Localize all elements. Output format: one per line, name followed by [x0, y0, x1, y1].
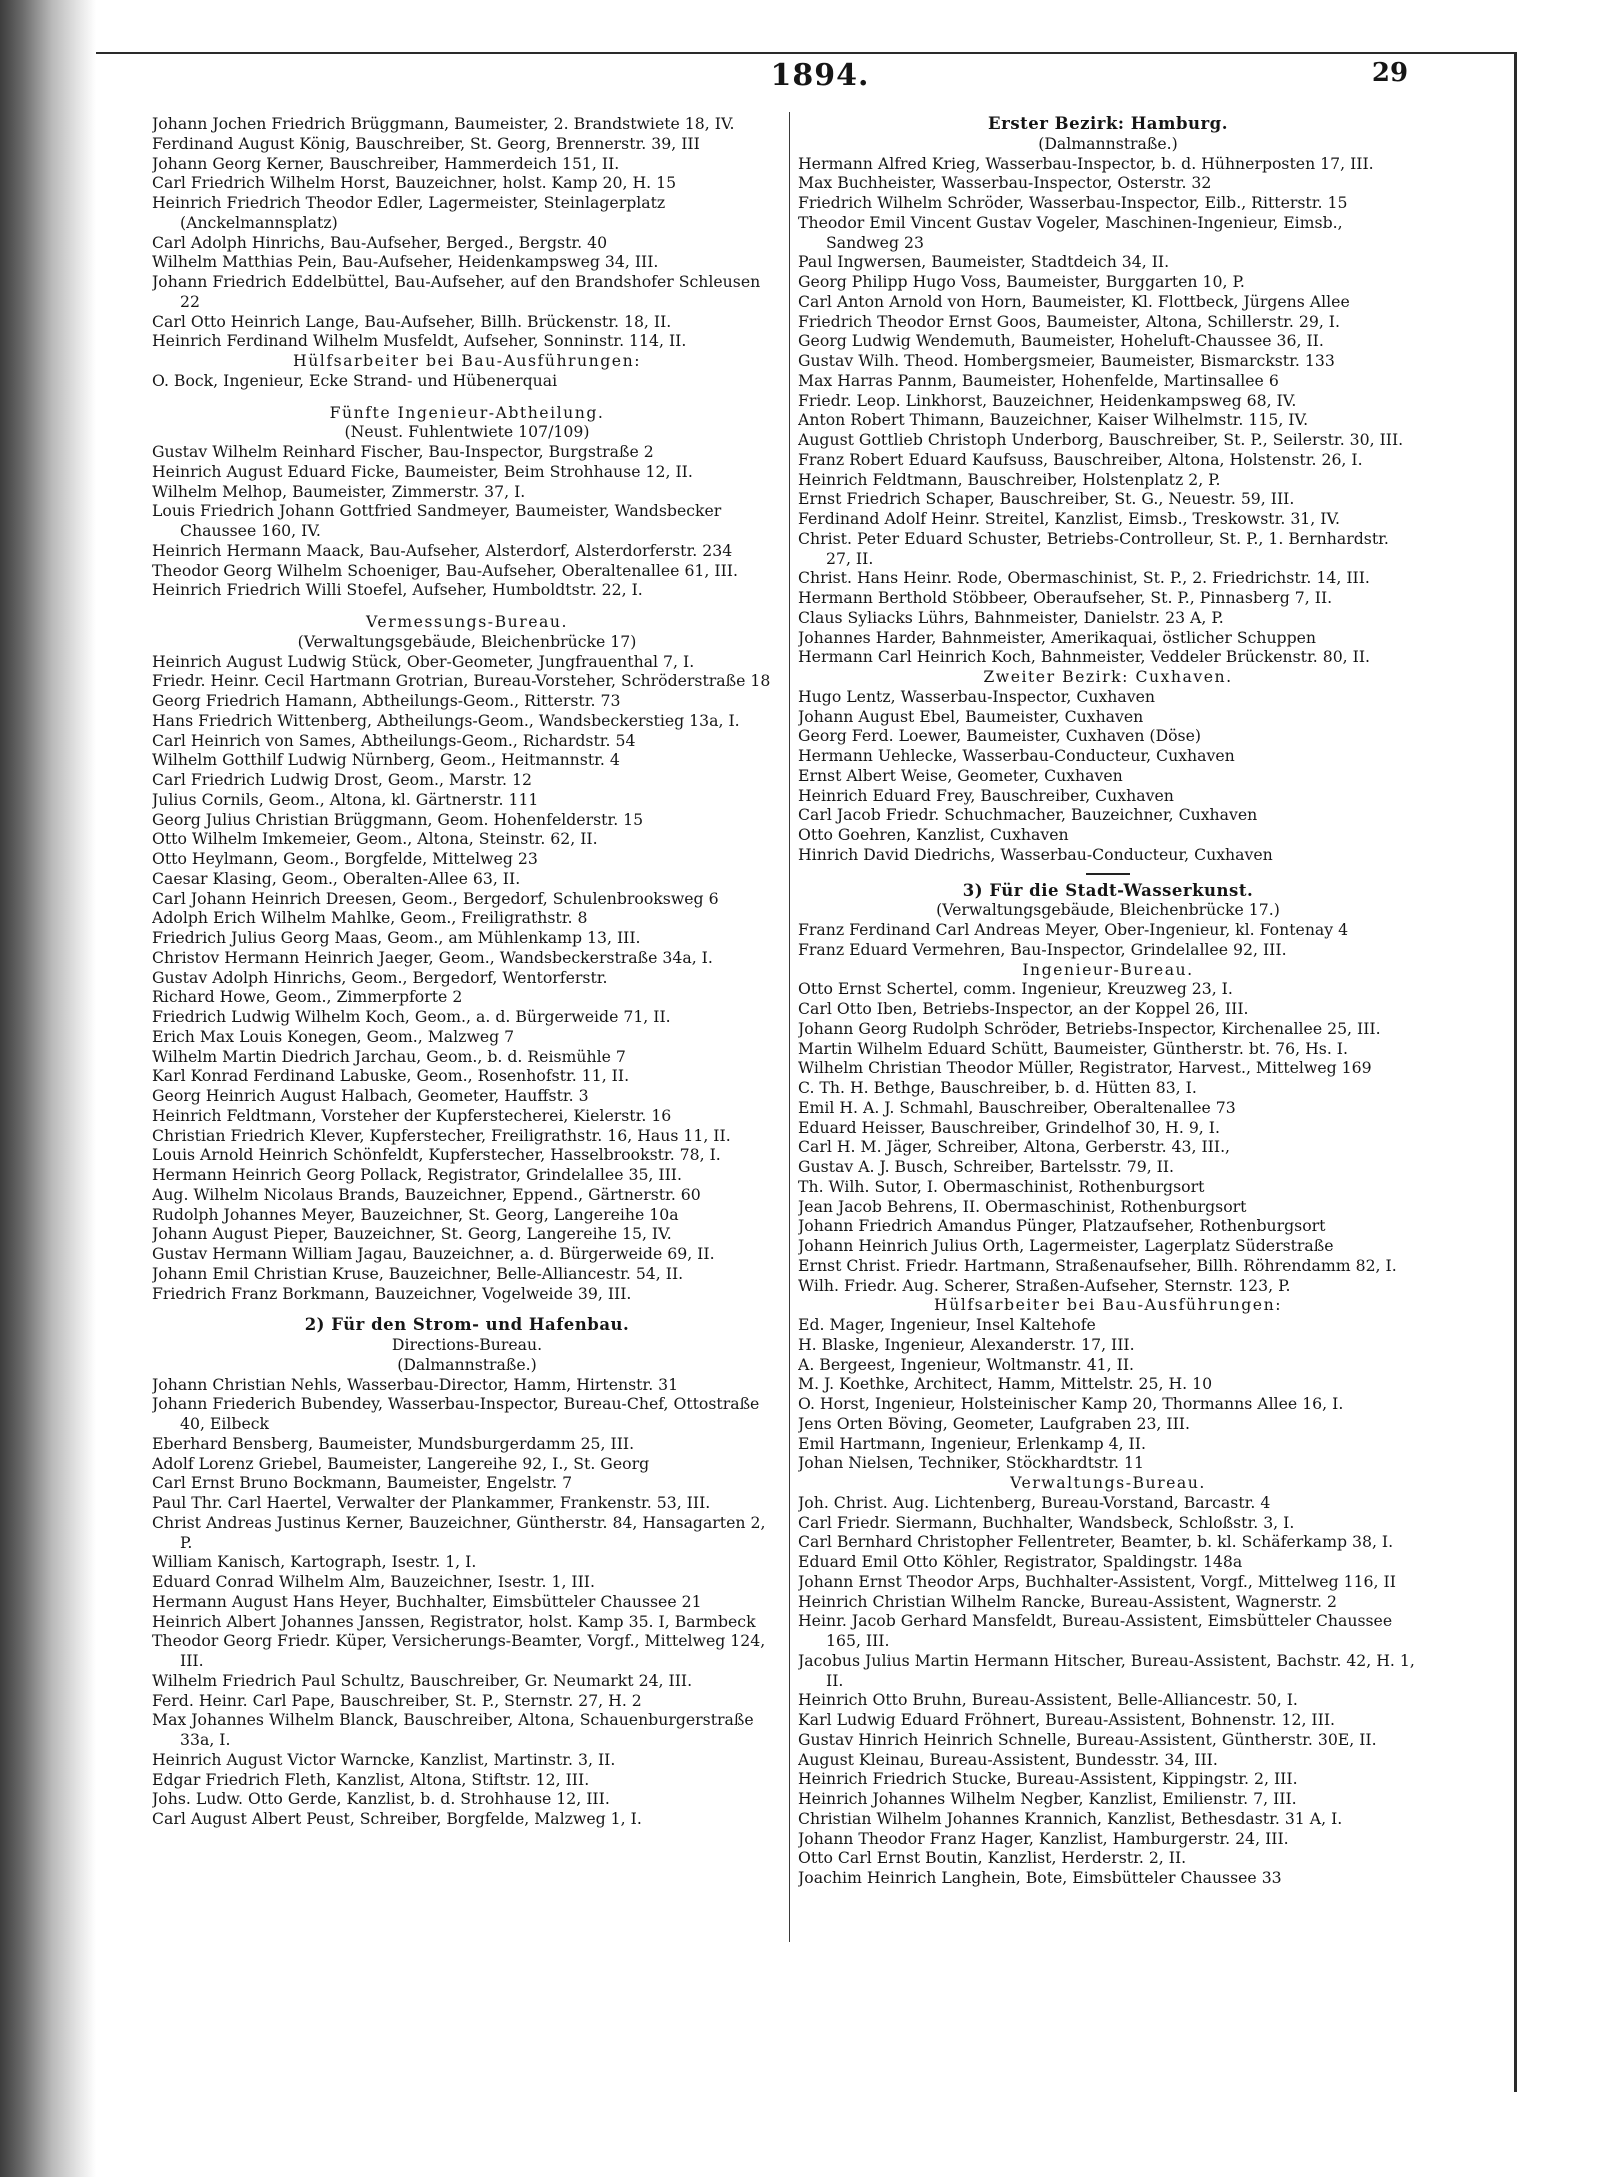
directory-entry: Johann Jochen Friedrich Brüggmann, Baumeister, 2. Brandstwiete 18, IV.: [152, 114, 735, 133]
directory-entry: Rudolph Johannes Meyer, Bauzeichner, St. Georg, Langereihe 10a: [152, 1204, 679, 1224]
section-heading: Hülfsarbeiter bei Bau-Ausführungen:: [293, 351, 641, 370]
directory-entry: Wilh. Friedr. Aug. Scherer, Straßen-Aufseher, Sternstr. 123, P.: [798, 1275, 1291, 1295]
directory-entry: Wilhelm Friedrich Paul Schultz, Bauschreiber, Gr. Neumarkt 24, III.: [152, 1670, 693, 1690]
directory-entry: Carl Johann Heinrich Dreesen, Geom., Bergedorf, Schulenbrooksweg 6: [152, 888, 719, 908]
directory-entry: M. J. Koethke, Architect, Hamm, Mittelstr. 25, H. 10: [798, 1374, 1213, 1394]
directory-entry: Carl Ernst Bruno Bockmann, Baumeister, Engelstr. 7: [152, 1473, 573, 1493]
directory-entry: Hermann Uehlecke, Wasserbau-Conducteur, Cuxhaven: [798, 746, 1235, 765]
directory-entry: Johann Emil Christian Kruse, Bauzeichner, Belle-Alliancestr. 54, II.: [152, 1263, 684, 1283]
directory-entry: Max Johannes Wilhelm Blanck, Bauschreiber, Altona, Schauenburgerstraße 33a, I.: [152, 1710, 754, 1749]
page-border-right: [1514, 52, 1517, 2092]
directory-entry: Friedrich Theodor Ernst Goos, Baumeister, Altona, Schillerstr. 29, I.: [798, 311, 1340, 331]
directory-entry: Franz Eduard Vermehren, Bau-Inspector, Grindelallee 92, III.: [798, 939, 1287, 959]
directory-entry: Julius Cornils, Geom., Altona, kl. Gärtnerstr. 111: [152, 789, 539, 809]
directory-entry: Johann Georg Rudolph Schröder, Betriebs-Inspector, Kirchenallee 25, III.: [798, 1018, 1381, 1038]
directory-entry: Heinrich Hermann Maack, Bau-Aufseher, Alsterdorf, Alsterdorferstr. 234: [152, 540, 733, 560]
directory-entry: Christov Hermann Heinrich Jaeger, Geom., Wandsbeckerstraße 34a, I.: [152, 947, 713, 967]
section-heading: Fünfte Ingenieur-Abtheilung.: [329, 402, 605, 422]
directory-entry: Carl Bernhard Christopher Fellentreter, Beamter, b. kl. Schäferkamp 38, I.: [798, 1532, 1394, 1552]
directory-entry: Georg Heinrich August Halbach, Geometer, Hauffstr. 3: [152, 1086, 589, 1105]
directory-entry: Carl Otto Heinrich Lange, Bau-Aufseher, Billh. Brückenstr. 18, II.: [152, 311, 672, 331]
directory-entry: Johannes Harder, Bahnmeister, Amerikaquai, östlicher Schuppen: [798, 627, 1317, 647]
directory-entry: Max Buchheister, Wasserbau-Inspector, Osterstr. 32: [798, 173, 1212, 193]
directory-entry: Eduard Emil Otto Köhler, Registrator, Spaldingstr. 148a: [798, 1552, 1243, 1571]
directory-entry: Eduard Heisser, Bauschreiber, Grindelhof 30, H. 9, I.: [798, 1117, 1220, 1137]
section-subheading: (Dalmannstraße.): [1038, 133, 1178, 153]
directory-entry: Johan Nielsen, Techniker, Stöckhardtstr. 11: [798, 1453, 1144, 1473]
directory-entry: Erich Max Louis Konegen, Geom., Malzweg 7: [152, 1026, 515, 1046]
directory-entry: Heinr. Jacob Gerhard Mansfeldt, Bureau-Assistent, Eimsbütteler Chaussee 165, III.: [798, 1611, 1393, 1650]
directory-entry: August Gottlieb Christoph Underborg, Bauschreiber, St. P., Seilerstr. 30, III.: [798, 430, 1404, 449]
directory-entry: Adolf Lorenz Griebel, Baumeister, Langereihe 92, I., St. Georg: [152, 1453, 650, 1473]
directory-entry: Heinrich Friedrich Theodor Edler, Lagermeister, Steinlagerplatz (Anckelmannsplatz): [152, 193, 666, 232]
directory-entry: Hermann August Hans Heyer, Buchhalter, Eimsbütteler Chaussee 21: [152, 1591, 702, 1611]
column-divider: [789, 112, 790, 1942]
directory-entry: Richard Howe, Geom., Zimmerpforte 2: [152, 987, 463, 1007]
directory-entry: Eberhard Bensberg, Baumeister, Mundsburgerdamm 25, III.: [152, 1433, 635, 1453]
directory-entry: Gustav Hinrich Heinrich Schnelle, Bureau-Assistent, Güntherstr. 30E, II.: [798, 1729, 1377, 1749]
directory-entry: C. Th. H. Bethge, Bauschreiber, b. d. Hütten 83, I.: [798, 1078, 1197, 1097]
directory-entry: Emil Hartmann, Ingenieur, Erlenkamp 4, II.: [798, 1433, 1146, 1453]
directory-entry: Eduard Conrad Wilhelm Alm, Bauzeichner, Isestr. 1, III.: [152, 1572, 595, 1591]
directory-entry: Heinrich Ferdinand Wilhelm Musfeldt, Aufseher, Sonninstr. 114, II.: [152, 331, 687, 351]
section-heading: Hülfsarbeiter bei Bau-Ausführungen:: [934, 1295, 1282, 1315]
directory-entry: Heinrich Friedrich Willi Stoefel, Aufseher, Humboldtstr. 22, I.: [152, 580, 643, 600]
directory-entry: Johann Friedrich Eddelbüttel, Bau-Aufseher, auf den Brandshofer Schleusen 22: [152, 272, 761, 311]
directory-entry: Otto Wilhelm Imkemeier, Geom., Altona, Steinstr. 62, II.: [152, 829, 598, 849]
directory-entry: O. Horst, Ingenieur, Holsteinischer Kamp 20, Thormanns Allee 16, I.: [798, 1394, 1344, 1413]
directory-entry: Friedrich Julius Georg Maas, Geom., am Mühlenkamp 13, III.: [152, 928, 641, 947]
directory-entry: Paul Thr. Carl Haertel, Verwalter der Plankammer, Frankenstr. 53, III.: [152, 1493, 711, 1512]
directory-entry: Christ. Peter Eduard Schuster, Betriebs-Controlleur, St. P., 1. Bernhardstr. 27, II.: [798, 528, 1389, 568]
directory-entry: Hermann Alfred Krieg, Wasserbau-Inspector, b. d. Hühnerposten 17, III.: [798, 153, 1374, 173]
section-heading: Ingenieur-Bureau.: [1022, 959, 1194, 979]
right-column: [798, 114, 1418, 1888]
directory-entry: Hermann Berthold Stöbbeer, Oberaufseher, St. P., Pinnasberg 7, II.: [798, 588, 1333, 607]
directory-entry: Heinrich Feldtmann, Vorsteher der Kupferstecherei, Kielerstr. 16: [152, 1105, 672, 1125]
directory-entry: Aug. Wilhelm Nicolaus Brands, Bauzeichner, Eppend., Gärtnerstr. 60: [152, 1184, 701, 1204]
directory-entry: A. Bergeest, Ingenieur, Woltmanstr. 41, II.: [798, 1354, 1135, 1374]
directory-entry: Carl Otto Iben, Betriebs-Inspector, an der Koppel 26, III.: [798, 999, 1249, 1018]
directory-entry: Johann Theodor Franz Hager, Kanzlist, Hamburgerstr. 24, III.: [798, 1828, 1289, 1848]
directory-entry: Georg Friedrich Hamann, Abtheilungs-Geom., Ritterstr. 73: [152, 691, 621, 710]
directory-entry: Georg Julius Christian Brüggmann, Geom. Hohenfelderstr. 15: [152, 809, 644, 829]
directory-entry: Carl H. M. Jäger, Schreiber, Altona, Gerberstr. 43, III.,: [798, 1137, 1231, 1157]
directory-entry: Joh. Christ. Aug. Lichtenberg, Bureau-Vorstand, Barcastr. 4: [798, 1492, 1271, 1512]
section-heading: Verwaltungs-Bureau.: [1010, 1473, 1206, 1492]
directory-entry: Wilhelm Melhop, Baumeister, Zimmerstr. 37, I.: [152, 481, 526, 501]
section-subheading: (Verwaltungsgebäude, Bleichenbrücke 17): [297, 631, 637, 651]
directory-entry: Anton Robert Thimann, Bauzeichner, Kaiser Wilhelmstr. 115, IV.: [798, 410, 1309, 430]
directory-entry: Theodor Georg Wilhelm Schoeniger, Bau-Aufseher, Oberaltenallee 61, III.: [152, 560, 738, 580]
directory-entry: Gustav Wilh. Theod. Hombergsmeier, Baumeister, Bismarckstr. 133: [798, 351, 1335, 370]
directory-entry: Gustav Hermann William Jagau, Bauzeichner, a. d. Bürgerweide 69, II.: [152, 1244, 715, 1263]
directory-entry: Friedrich Franz Borkmann, Bauzeichner, Vogelweide 39, III.: [152, 1283, 632, 1303]
directory-entry: Georg Ferd. Loewer, Baumeister, Cuxhaven (Döse): [798, 726, 1202, 746]
section-heading: Vermessungs-Bureau.: [366, 612, 568, 631]
directory-entry: Paul Ingwersen, Baumeister, Stadtdeich 34, II.: [798, 252, 1170, 272]
directory-entry: H. Blaske, Ingenieur, Alexanderstr. 17, III.: [798, 1334, 1135, 1354]
directory-entry: Claus Syliacks Lührs, Bahnmeister, Danielstr. 23 A, P.: [798, 607, 1224, 627]
directory-entry: Hans Friedrich Wittenberg, Abtheilungs-Geom., Wandsbeckerstieg 13a, I.: [152, 710, 740, 730]
directory-entry: Wilhelm Martin Diedrich Jarchau, Geom., b. d. Reismühle 7: [152, 1046, 626, 1066]
directory-entry: Carl Anton Arnold von Horn, Baumeister, Kl. Flottbeck, Jürgens Allee: [798, 291, 1350, 311]
directory-entry: Ernst Albert Weise, Geometer, Cuxhaven: [798, 765, 1123, 785]
directory-entry: Otto Ernst Schertel, comm. Ingenieur, Kreuzweg 23, I.: [798, 979, 1233, 999]
directory-entry: Louis Friedrich Johann Gottfried Sandmeyer, Baumeister, Wandsbecker Chaussee 160, IV.: [152, 501, 722, 540]
directory-entry: Friedrich Wilhelm Schröder, Wasserbau-Inspector, Eilb., Ritterstr. 15: [798, 193, 1348, 212]
directory-entry: Joachim Heinrich Langhein, Bote, Eimsbütteler Chaussee 33: [798, 1868, 1282, 1887]
directory-entry: Franz Robert Eduard Kaufsuss, Bauschreiber, Altona, Holstenstr. 26, I.: [798, 449, 1363, 469]
directory-entry: August Kleinau, Bureau-Assistent, Bundesstr. 34, III.: [798, 1749, 1218, 1769]
directory-entry: Jean Jacob Behrens, II. Obermaschinist, Rothenburgsort: [798, 1196, 1247, 1216]
section-gap: [152, 600, 782, 612]
directory-entry: Heinrich Albert Johannes Janssen, Registrator, holst. Kamp 35. I, Barmbeck: [152, 1611, 756, 1631]
directory-entry: Johann Georg Kerner, Bauschreiber, Hammerdeich 151, II.: [152, 153, 620, 173]
directory-entry: Ferd. Heinr. Carl Pape, Bauschreiber, St. P., Sternstr. 27, H. 2: [152, 1690, 642, 1710]
directory-entry: Georg Ludwig Wendemuth, Baumeister, Hoheluft-Chaussee 36, II.: [798, 331, 1324, 351]
directory-entry: Heinrich Otto Bruhn, Bureau-Assistent, Belle-Alliancestr. 50, I.: [798, 1690, 1298, 1710]
directory-entry: Heinrich Friedrich Stucke, Bureau-Assistent, Kippingstr. 2, III.: [798, 1769, 1298, 1789]
directory-entry: Ferdinand August König, Bauschreiber, St. Georg, Brennerstr. 39, III: [152, 133, 700, 153]
directory-entry: Johann Friedrich Amandus Pünger, Platzaufseher, Rothenburgsort: [798, 1216, 1326, 1236]
directory-entry: Heinrich Johannes Wilhelm Negber, Kanzlist, Emilienstr. 7, III.: [798, 1789, 1297, 1808]
left-column: [152, 114, 782, 1829]
directory-entry: Louis Arnold Heinrich Schönfeldt, Kupferstecher, Hasselbrookstr. 78, I.: [152, 1145, 721, 1165]
directory-entry: Georg Philipp Hugo Voss, Baumeister, Burggarten 10, P.: [798, 272, 1245, 291]
directory-entry: Ed. Mager, Ingenieur, Insel Kaltehofe: [798, 1315, 1096, 1334]
directory-entry: Friedr. Heinr. Cecil Hartmann Grotrian, Bureau-Vorsteher, Schröderstraße 18: [152, 671, 771, 691]
directory-entry: Carl Friedrich Ludwig Drost, Geom., Marstr. 12: [152, 770, 532, 789]
directory-entry: Gustav Wilhelm Reinhard Fischer, Bau-Inspector, Burgstraße 2: [152, 442, 654, 461]
directory-entry: Wilhelm Matthias Pein, Bau-Aufseher, Heidenkampsweg 34, III.: [152, 252, 659, 272]
section-subheading: (Neust. Fuhlentwiete 107/109): [344, 422, 590, 442]
directory-entry: Otto Carl Ernst Boutin, Kanzlist, Herderstr. 2, II.: [798, 1848, 1187, 1868]
directory-entry: Jens Orten Böving, Geometer, Laufgraben 23, III.: [798, 1413, 1190, 1433]
page-border-top: [96, 52, 1516, 54]
directory-entry: Johann Christian Nehls, Wasserbau-Director, Hamm, Hirtenstr. 31: [152, 1374, 679, 1394]
directory-entry: Hugo Lentz, Wasserbau-Inspector, Cuxhaven: [798, 686, 1156, 706]
directory-entry: Heinrich August Eduard Ficke, Baumeister, Beim Strohhause 12, II.: [152, 461, 693, 481]
directory-entry: Hermann Carl Heinrich Koch, Bahnmeister, Veddeler Brückenstr. 80, II.: [798, 647, 1371, 667]
directory-entry: Hermann Heinrich Georg Pollack, Registrator, Grindelallee 35, III.: [152, 1165, 682, 1184]
directory-entry: Theodor Georg Friedr. Küper, Versicherungs-Beamter, Vorgf., Mittelweg 124, III.: [152, 1631, 766, 1670]
section-subheading: (Verwaltungsgebäude, Bleichenbrücke 17.): [936, 900, 1280, 920]
section-heading: Zweiter Bezirk: Cuxhaven.: [983, 667, 1233, 686]
section-heading: 2) Für den Strom- und Hafenbau.: [304, 1315, 630, 1335]
directory-entry: Th. Wilh. Sutor, I. Obermaschinist, Rothenburgsort: [798, 1176, 1205, 1196]
directory-entry: Theodor Emil Vincent Gustav Vogeler, Maschinen-Ingenieur, Eimsb., Sandweg 23: [798, 212, 1343, 252]
scan-binding-edge: [0, 0, 96, 2177]
directory-entry: Christ. Hans Heinr. Rode, Obermaschinist, St. P., 2. Friedrichstr. 14, III.: [798, 568, 1370, 588]
section-gap: [152, 1303, 782, 1315]
directory-entry: Carl Heinrich von Sames, Abtheilungs-Geom., Richardstr. 54: [152, 730, 636, 750]
section-rule: [1086, 873, 1130, 875]
directory-entry: Wilhelm Gotthilf Ludwig Nürnberg, Geom., Heitmannstr. 4: [152, 750, 620, 770]
directory-entry: Hinrich David Diedrichs, Wasserbau-Conducteur, Cuxhaven: [798, 844, 1273, 864]
directory-entry: Emil H. A. J. Schmahl, Bauschreiber, Oberaltenallee 73: [798, 1097, 1236, 1117]
directory-entry: Friedr. Leop. Linkhorst, Bauzeichner, Heidenkampsweg 68, IV.: [798, 390, 1297, 410]
directory-entry: Johann August Ebel, Baumeister, Cuxhaven: [798, 706, 1144, 726]
directory-entry: Otto Heylmann, Geom., Borgfelde, Mittelweg 23: [152, 849, 538, 868]
directory-entry: Adolph Erich Wilhelm Mahlke, Geom., Freiligrathstr. 8: [152, 908, 588, 928]
directory-entry: O. Bock, Ingenieur, Ecke Strand- und Hübenerquai: [152, 370, 558, 390]
directory-entry: Carl Jacob Friedr. Schuchmacher, Bauzeichner, Cuxhaven: [798, 805, 1258, 825]
directory-entry: Otto Goehren, Kanzlist, Cuxhaven: [798, 825, 1069, 844]
directory-entry: Johann Ernst Theodor Arps, Buchhalter-Assistent, Vorgf., Mittelweg 116, II: [798, 1571, 1396, 1591]
directory-entry: Caesar Klasing, Geom., Oberalten-Allee 63, II.: [152, 868, 521, 888]
directory-entry: Gustav Adolph Hinrichs, Geom., Bergedorf, Wentorferstr.: [152, 967, 608, 987]
directory-entry: Franz Ferdinand Carl Andreas Meyer, Ober-Ingenieur, kl. Fontenay 4: [798, 920, 1349, 939]
directory-entry: Johann Heinrich Julius Orth, Lagermeister, Lagerplatz Süderstraße: [798, 1236, 1334, 1255]
directory-entry: Carl August Albert Peust, Schreiber, Borgfelde, Malzweg 1, I.: [152, 1809, 642, 1828]
section-heading: 3) Für die Stadt-Wasserkunst.: [962, 880, 1254, 900]
directory-entry: Christian Wilhelm Johannes Krannich, Kanzlist, Bethesdastr. 31 A, I.: [798, 1808, 1343, 1828]
directory-entry: Heinrich August Ludwig Stück, Ober-Geometer, Jungfrauenthal 7, I.: [152, 651, 695, 671]
directory-entry: Karl Konrad Ferdinand Labuske, Geom., Rosenhofstr. 11, II.: [152, 1066, 630, 1086]
directory-entry: Max Harras Pannm, Baumeister, Hohenfelde, Martinsallee 6: [798, 370, 1279, 390]
directory-entry: Johann Friederich Bubendey, Wasserbau-Inspector, Bureau-Chef, Ottostraße 40, Eilbeck: [152, 1394, 760, 1433]
directory-entry: Christ Andreas Justinus Kerner, Bauzeichner, Güntherstr. 84, Hansagarten 2, P.: [152, 1512, 766, 1552]
section-gap: [152, 391, 782, 403]
directory-entry: Heinrich Feldtmann, Bauschreiber, Holstenplatz 2, P.: [798, 469, 1221, 489]
directory-entry: Ferdinand Adolf Heinr. Streitel, Kanzlist, Eimsb., Treskowstr. 31, IV.: [798, 509, 1341, 528]
section-heading: Erster Bezirk: Hamburg.: [988, 114, 1228, 133]
directory-entry: Gustav A. J. Busch, Schreiber, Bartelsstr. 79, II.: [798, 1157, 1175, 1176]
directory-entry: Johann August Pieper, Bauzeichner, St. Georg, Langereihe 15, IV.: [152, 1224, 672, 1244]
directory-entry: William Kanisch, Kartograph, Isestr. 1, I.: [152, 1552, 477, 1572]
directory-entry: Wilhelm Christian Theodor Müller, Registrator, Harvest., Mittelweg 169: [798, 1058, 1372, 1078]
directory-entry: Jacobus Julius Martin Hermann Hitscher, Bureau-Assistent, Bachstr. 42, H. 1, II.: [798, 1650, 1415, 1690]
page-number: 29: [1371, 58, 1409, 88]
directory-entry: Christian Friedrich Klever, Kupferstecher, Freiligrathstr. 16, Haus 11, II.: [152, 1125, 731, 1145]
directory-entry: Johs. Ludw. Otto Gerde, Kanzlist, b. d. Strohhause 12, III.: [152, 1789, 610, 1809]
directory-entry: Carl Friedrich Wilhelm Horst, Bauzeichner, holst. Kamp 20, H. 15: [152, 173, 677, 193]
directory-entry: Heinrich Christian Wilhelm Rancke, Bureau-Assistent, Wagnerstr. 2: [798, 1591, 1338, 1611]
directory-entry: Heinrich August Victor Warncke, Kanzlist, Martinstr. 3, II.: [152, 1749, 616, 1769]
directory-entry: Karl Ludwig Eduard Fröhnert, Bureau-Assistent, Bohnenstr. 12, III.: [798, 1710, 1336, 1729]
directory-entry: Edgar Friedrich Fleth, Kanzlist, Altona, Stiftstr. 12, III.: [152, 1769, 590, 1789]
directory-entry: Martin Wilhelm Eduard Schütt, Baumeister, Güntherstr. bt. 76, Hs. I.: [798, 1038, 1348, 1058]
page-year: 1894.: [770, 58, 870, 93]
directory-entry: Heinrich Eduard Frey, Bauschreiber, Cuxhaven: [798, 785, 1174, 805]
directory-entry: Ernst Christ. Friedr. Hartmann, Straßenaufseher, Billh. Röhrendamm 82, I.: [798, 1255, 1397, 1275]
directory-entry: Carl Friedr. Siermann, Buchhalter, Wandsbeck, Schloßstr. 3, I.: [798, 1512, 1295, 1532]
directory-entry: Ernst Friedrich Schaper, Bauschreiber, St. G., Neuestr. 59, III.: [798, 489, 1295, 509]
directory-entry: Carl Adolph Hinrichs, Bau-Aufseher, Berged., Bergstr. 40: [152, 232, 608, 252]
directory-entry: Friedrich Ludwig Wilhelm Koch, Geom., a. d. Bürgerweide 71, II.: [152, 1007, 671, 1026]
section-subheading: (Dalmannstraße.): [397, 1354, 537, 1374]
section-subheading: Directions-Bureau.: [391, 1335, 543, 1354]
